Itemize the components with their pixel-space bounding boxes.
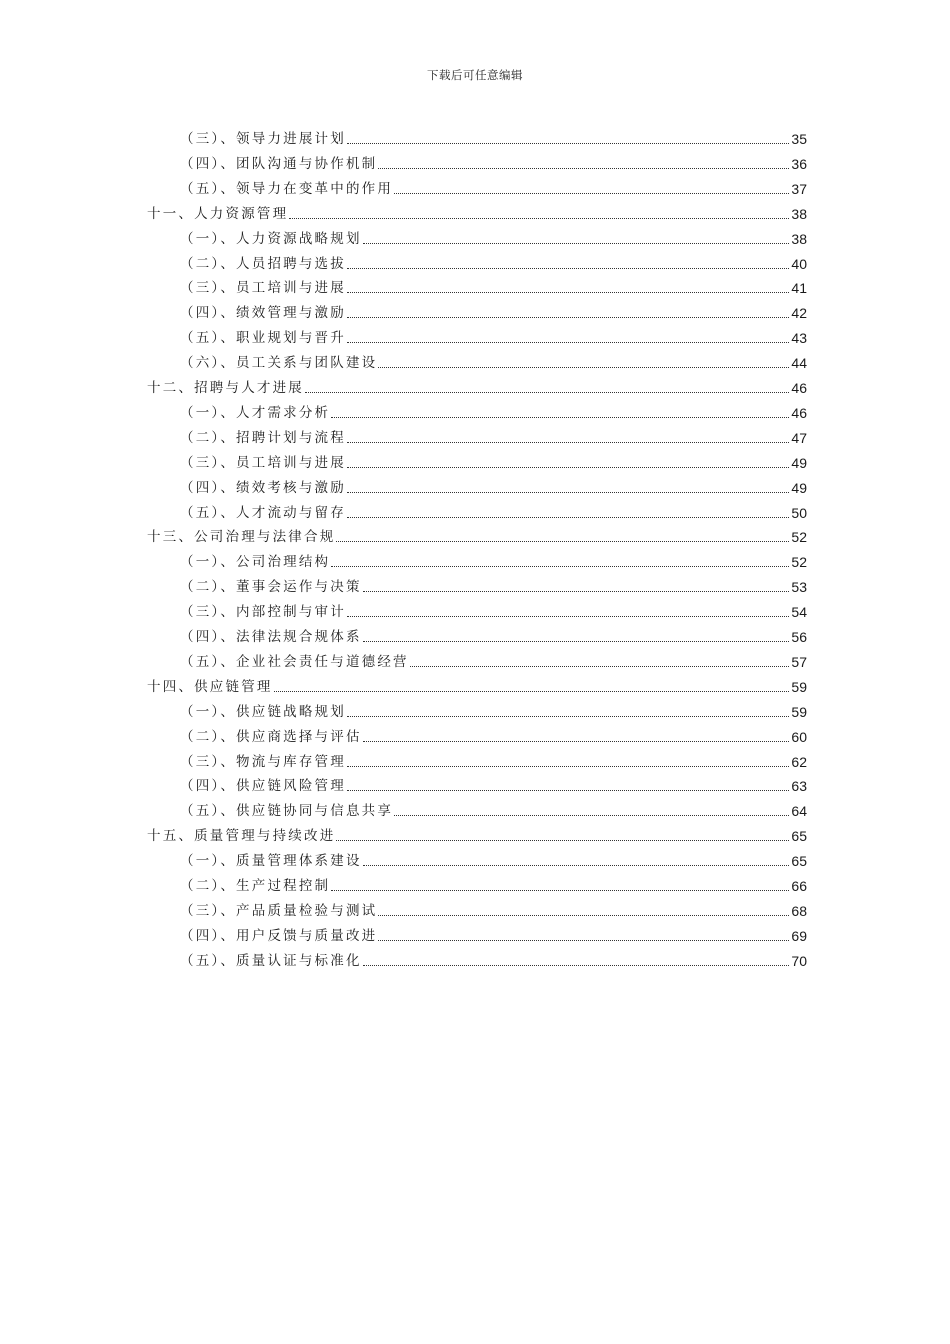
toc-entry-title: （四）、供应链风险管理 [180, 778, 346, 795]
toc-section-entry[interactable] [180, 549, 807, 571]
toc-page-number: 49 [791, 454, 807, 471]
toc-section-entry[interactable] [180, 350, 807, 372]
toc-section-entry[interactable] [180, 624, 807, 646]
toc-page-number: 52 [791, 529, 807, 546]
toc-section-entry[interactable] [180, 798, 807, 820]
toc-page-number: 44 [791, 355, 807, 372]
toc-entry-title: （四）、绩效管理与激励 [180, 305, 346, 322]
toc-dot-leader [378, 367, 789, 368]
toc-entry-title: （五）、供应链协同与信息共享 [180, 803, 394, 820]
toc-dot-leader [331, 566, 789, 567]
toc-page-number: 38 [791, 205, 807, 222]
toc-entry-title: （二）、供应商选择与评估 [180, 728, 362, 745]
toc-dot-leader [347, 292, 789, 293]
toc-entry-title: （五）、领导力在变革中的作用 [180, 180, 394, 197]
toc-dot-leader [394, 193, 789, 194]
toc-entry-title: 十一、人力资源管理 [147, 205, 289, 222]
toc-chapter-entry[interactable] [147, 375, 807, 397]
toc-entry-title: （五）、企业社会责任与道德经营 [180, 653, 409, 670]
toc-page-number: 46 [791, 404, 807, 421]
toc-entry-title: （一）、人力资源战略规划 [180, 230, 362, 247]
toc-entry-title: （一）、供应链战略规划 [180, 703, 346, 720]
toc-dot-leader [305, 392, 789, 393]
toc-entry-title: （四）、法律法规合规体系 [180, 629, 362, 645]
page-header: 下载后可任意编辑 [427, 68, 523, 82]
toc-dot-leader [363, 741, 790, 742]
toc-section-entry[interactable] [180, 475, 807, 497]
toc-page-number: 47 [791, 429, 807, 446]
toc-entry-title: （一）、质量管理体系建设 [180, 853, 362, 870]
toc-dot-leader [410, 666, 790, 667]
toc-entry-title: （二）、人员招聘与选拔 [180, 255, 346, 272]
toc-section-entry[interactable] [180, 500, 807, 522]
toc-entry-title: （三）、内部控制与审计 [180, 604, 346, 621]
toc-dot-leader [347, 342, 789, 343]
toc-section-entry[interactable] [180, 151, 807, 173]
toc-page-number: 68 [791, 902, 807, 919]
toc-entry-title: （四）、团队沟通与协作机制 [180, 155, 378, 172]
toc-page-number: 65 [791, 853, 807, 870]
toc-entry-title: （一）、人才需求分析 [180, 404, 331, 421]
toc-dot-leader [363, 591, 790, 592]
toc-entry-title: （二）、生产过程控制 [180, 878, 331, 894]
toc-dot-leader [347, 467, 789, 468]
toc-page-number: 37 [791, 180, 807, 197]
toc-page-number: 57 [791, 653, 807, 670]
toc-dot-leader [394, 815, 789, 816]
toc-section-entry[interactable] [180, 773, 807, 795]
toc-entry-title: （五）、人才流动与留存 [180, 504, 346, 521]
toc-dot-leader [347, 766, 789, 767]
toc-section-entry[interactable] [180, 400, 807, 422]
toc-entry-title: （三）、员工培训与进展 [180, 280, 346, 297]
toc-entry-title: （三）、产品质量检验与测试 [180, 902, 378, 919]
toc-section-entry[interactable] [180, 848, 807, 870]
toc-section-entry[interactable] [180, 873, 807, 895]
toc-section-entry[interactable] [180, 450, 807, 472]
toc-page-number: 66 [791, 878, 807, 894]
toc-section-entry[interactable] [180, 898, 807, 920]
toc-dot-leader [347, 492, 789, 493]
toc-page-number: 59 [791, 703, 807, 720]
toc-entry-title: （五）、质量认证与标准化 [180, 952, 362, 969]
toc-page-number: 38 [791, 230, 807, 247]
toc-page-number: 35 [791, 131, 807, 147]
toc-page-number: 50 [791, 504, 807, 521]
toc-dot-leader [331, 417, 789, 418]
toc-entry-title: （四）、绩效考核与激励 [180, 479, 346, 496]
toc-dot-leader [363, 865, 790, 866]
toc-entry-title: 十三、公司治理与法律合规 [147, 529, 336, 546]
toc-entry-title: （五）、职业规划与晋升 [180, 330, 346, 347]
toc-section-entry[interactable] [180, 176, 807, 198]
toc-page-number: 64 [791, 803, 807, 820]
toc-entry-title: 十四、供应链管理 [147, 678, 273, 695]
toc-entry-title: （四）、用户反馈与质量改进 [180, 927, 378, 944]
toc-dot-leader [347, 442, 789, 443]
toc-chapter-entry[interactable] [147, 823, 807, 845]
toc-page-number: 53 [791, 579, 807, 596]
toc-page-number: 70 [791, 952, 807, 969]
toc-section-entry[interactable] [180, 649, 807, 671]
toc-dot-leader [347, 716, 789, 717]
toc-dot-leader [378, 940, 789, 941]
toc-section-entry[interactable] [180, 599, 807, 621]
toc-section-entry[interactable] [180, 325, 807, 347]
toc-dot-leader [363, 965, 790, 966]
toc-dot-leader [347, 517, 789, 518]
toc-section-entry[interactable] [180, 948, 807, 970]
toc-section-entry[interactable] [180, 300, 807, 322]
toc-dot-leader [363, 243, 790, 244]
toc-section-entry[interactable] [180, 275, 807, 297]
toc-entry-title: （三）、员工培训与进展 [180, 454, 346, 471]
toc-entry-title: （一）、公司治理结构 [180, 554, 331, 571]
toc-dot-leader [336, 541, 789, 542]
toc-dot-leader [347, 616, 789, 617]
toc-page-number: 56 [791, 629, 807, 645]
toc-page-number: 62 [791, 753, 807, 770]
toc-section-entry[interactable] [180, 251, 807, 273]
toc-section-entry[interactable] [180, 923, 807, 945]
toc-entry-title: （三）、物流与库存管理 [180, 753, 346, 770]
toc-dot-leader [347, 143, 789, 144]
toc-page-number: 65 [791, 828, 807, 845]
toc-dot-leader [347, 790, 789, 791]
toc-entry-title: （六）、员工关系与团队建设 [180, 355, 378, 372]
toc-dot-leader [378, 915, 789, 916]
toc-chapter-entry[interactable] [147, 524, 807, 546]
toc-page-number: 42 [791, 305, 807, 322]
toc-section-entry[interactable] [180, 749, 807, 771]
toc-page-number: 52 [791, 554, 807, 571]
toc-entry-title: 十五、质量管理与持续改进 [147, 828, 336, 845]
toc-page-number: 36 [791, 155, 807, 172]
toc-entry-title: （三）、领导力进展计划 [180, 131, 346, 147]
toc-page-number: 60 [791, 728, 807, 745]
toc-page-number: 59 [791, 678, 807, 695]
toc-page-number: 43 [791, 330, 807, 347]
toc-chapter-entry[interactable] [147, 201, 807, 223]
toc-dot-leader [363, 641, 790, 642]
toc-section-entry[interactable] [180, 724, 807, 746]
toc-section-entry[interactable] [180, 126, 807, 148]
toc-section-entry[interactable] [180, 574, 807, 596]
toc-page-number: 40 [791, 255, 807, 272]
toc-dot-leader [347, 268, 789, 269]
toc-dot-leader [289, 218, 789, 219]
toc-dot-leader [378, 168, 789, 169]
toc-page-number: 41 [791, 280, 807, 297]
toc-dot-leader [331, 890, 789, 891]
toc-entry-title: （二）、招聘计划与流程 [180, 429, 346, 446]
toc-entry-title: 十二、招聘与人才进展 [147, 380, 304, 396]
toc-dot-leader [336, 840, 789, 841]
toc-section-entry[interactable] [180, 226, 807, 248]
toc-entry-title: （二）、董事会运作与决策 [180, 579, 362, 596]
toc-page-number: 54 [791, 604, 807, 621]
toc-page-number: 46 [791, 380, 807, 396]
toc-page-number: 49 [791, 479, 807, 496]
toc-section-entry[interactable] [180, 699, 807, 721]
toc-page-number: 69 [791, 927, 807, 944]
toc-dot-leader [347, 317, 789, 318]
toc-dot-leader [274, 691, 790, 692]
toc-chapter-entry[interactable] [147, 674, 807, 696]
toc-section-entry[interactable] [180, 425, 807, 447]
toc-page-number: 63 [791, 778, 807, 795]
